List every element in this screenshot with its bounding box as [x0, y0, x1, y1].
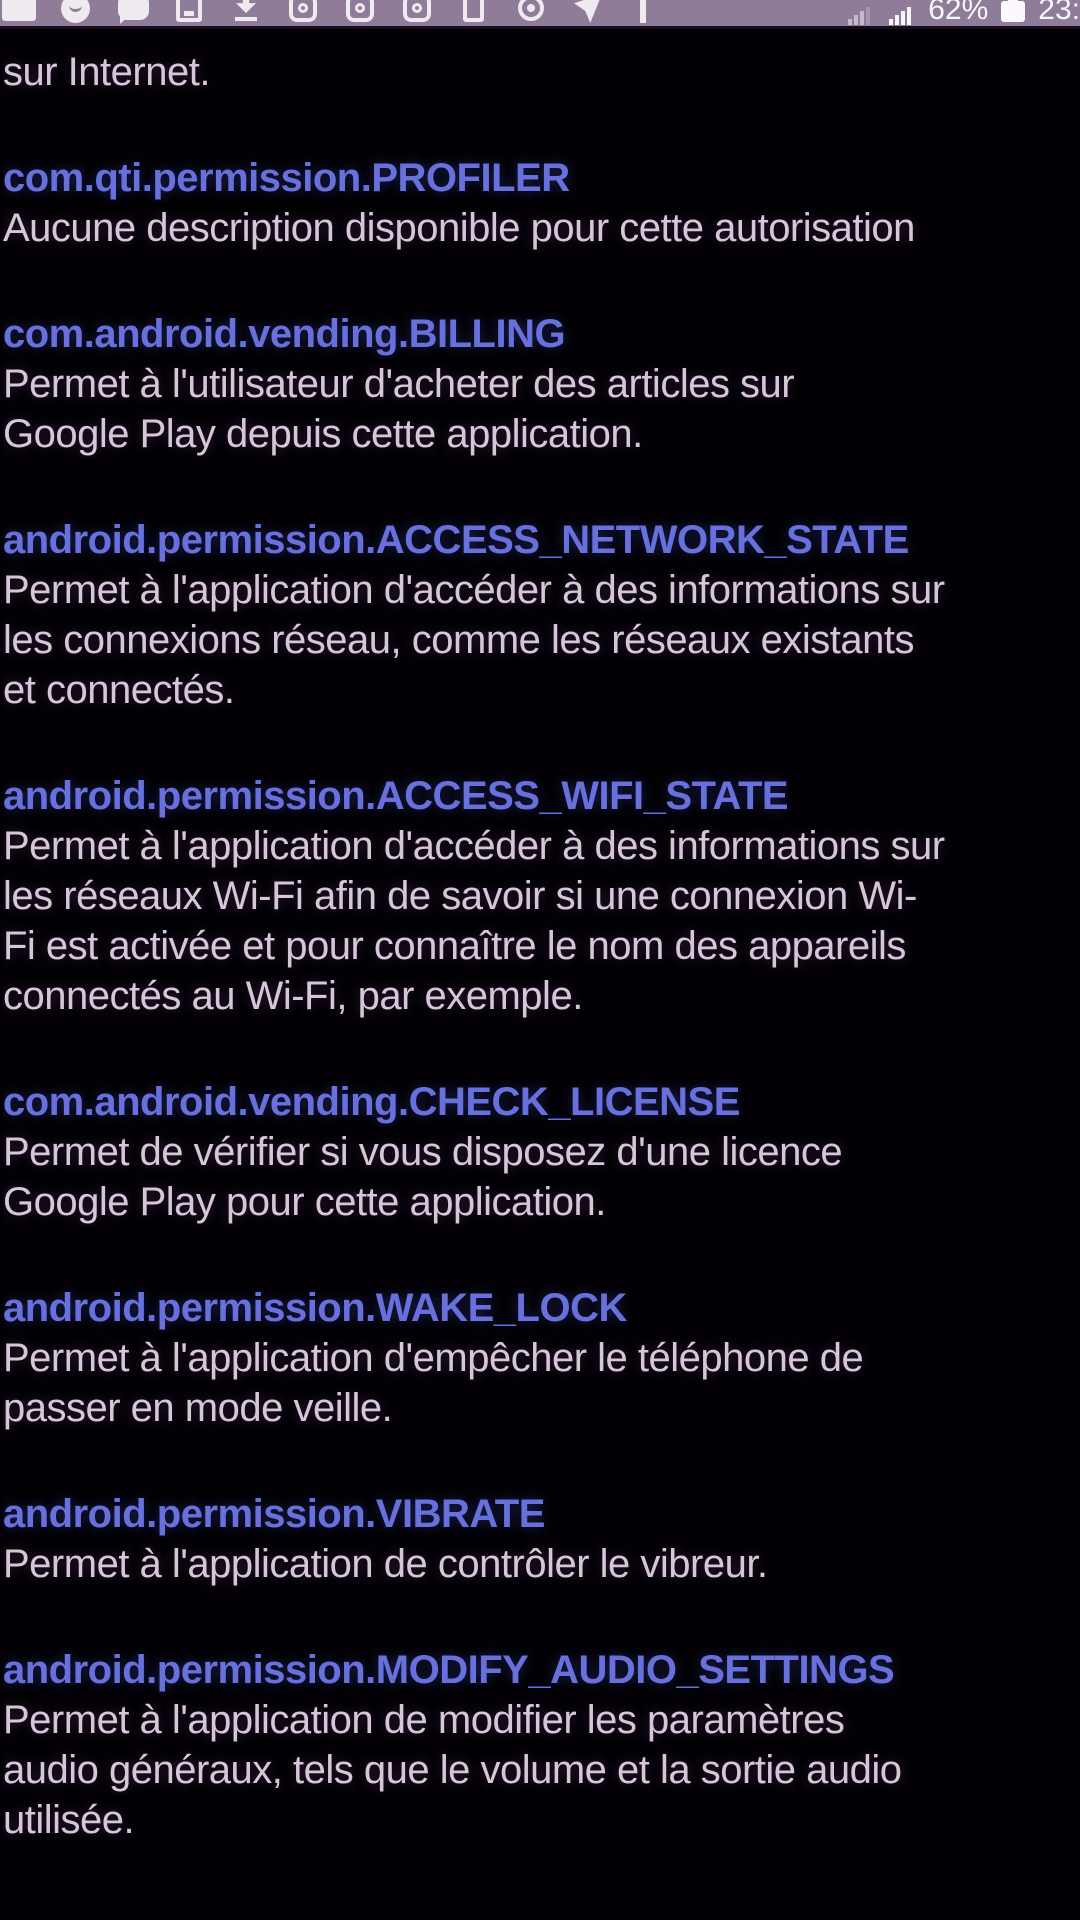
description-line: les connexions réseau, comme les réseaux existants	[3, 618, 915, 662]
rounded-square-icon	[403, 0, 431, 25]
permission-item	[3, 515, 1080, 715]
description-line: Permet à l'application d'empêcher le téléphone de	[3, 1336, 864, 1380]
description-line: Permet à l'application d'accéder à des informations sur	[3, 568, 945, 612]
battery-percent: 62%	[928, 0, 989, 26]
permission-name: android.permission.ACCESS_NETWORK_STATE	[3, 518, 909, 562]
description-line: connectés au Wi-Fi, par exemple.	[3, 974, 583, 1018]
description-line: Aucune description disponible pour cette autorisation	[3, 206, 915, 250]
permission-description	[3, 1539, 1080, 1589]
permission-name: android.permission.VIBRATE	[3, 1492, 545, 1536]
permission-item	[3, 1283, 1080, 1433]
description-line: Permet à l'application de contrôler le vibreur.	[3, 1542, 768, 1586]
permission-name: android.permission.MODIFY_AUDIO_SETTINGS	[3, 1648, 895, 1692]
permission-description	[3, 359, 1080, 459]
permission-description	[3, 1695, 1080, 1845]
smiley-chat-icon	[61, 0, 89, 25]
status-bar	[0, 0, 1080, 29]
signal-strength-icon	[887, 3, 915, 27]
permissions-scroll-area[interactable]	[0, 29, 1080, 1845]
rounded-square-icon	[346, 0, 374, 25]
send-icon	[574, 0, 602, 25]
description-line: Fi est activée et pour connaître le nom des appareils	[3, 924, 906, 968]
permission-item	[3, 771, 1080, 1021]
download-icon	[232, 0, 260, 25]
speech-bubble-icon	[118, 0, 146, 25]
status-indicators	[846, 0, 1080, 27]
description-line: Permet à l'application d'accéder à des informations sur	[3, 824, 945, 868]
permission-name: com.qti.permission.PROFILER	[3, 156, 570, 200]
permission-name: android.permission.ACCESS_WIFI_STATE	[3, 774, 789, 818]
description-line: Permet de vérifier si vous disposez d'une licence	[3, 1130, 843, 1174]
permission-item	[3, 1645, 1080, 1845]
description-line: et connectés.	[3, 668, 235, 712]
battery-icon	[1001, 1, 1025, 22]
description-line: Google Play pour cette application.	[3, 1180, 606, 1224]
permission-list	[3, 153, 1080, 1845]
description-line: les réseaux Wi-Fi afin de savoir si une connexion Wi-	[3, 874, 917, 918]
permission-description	[3, 1127, 1080, 1227]
permission-name: android.permission.WAKE_LOCK	[3, 1286, 627, 1330]
description-line: Permet à l'utilisateur d'acheter des articles sur	[3, 362, 795, 406]
permission-item	[3, 309, 1080, 459]
description-line: passer en mode veille.	[3, 1386, 393, 1430]
clock-text: 23:	[1038, 0, 1080, 26]
notification-icons	[4, 0, 659, 25]
permission-item	[3, 1489, 1080, 1589]
rounded-square-icon	[289, 0, 317, 25]
permission-description	[3, 565, 1080, 715]
permission-item	[3, 1077, 1080, 1227]
description-line: Permet à l'application de modifier les paramètres	[3, 1698, 845, 1742]
description-line: audio généraux, tels que le volume et la sortie audio	[3, 1748, 902, 1792]
permission-description	[3, 821, 1080, 1021]
small-square-icon	[460, 0, 488, 25]
photo-icon	[4, 0, 32, 25]
circle-icon	[517, 0, 545, 25]
bar-icon	[631, 0, 659, 25]
permission-name: com.android.vending.CHECK_LICENSE	[3, 1080, 740, 1124]
description-line: Google Play depuis cette application.	[3, 412, 643, 456]
permission-item	[3, 153, 1080, 253]
description-line: utilisée.	[3, 1798, 135, 1842]
signal-weak-icon	[846, 3, 874, 27]
intro-text: sur Internet.	[3, 50, 210, 94]
permission-name: com.android.vending.BILLING	[3, 312, 566, 356]
permission-description	[3, 1333, 1080, 1433]
permission-description	[3, 203, 1080, 253]
screenshot-icon	[175, 0, 203, 25]
